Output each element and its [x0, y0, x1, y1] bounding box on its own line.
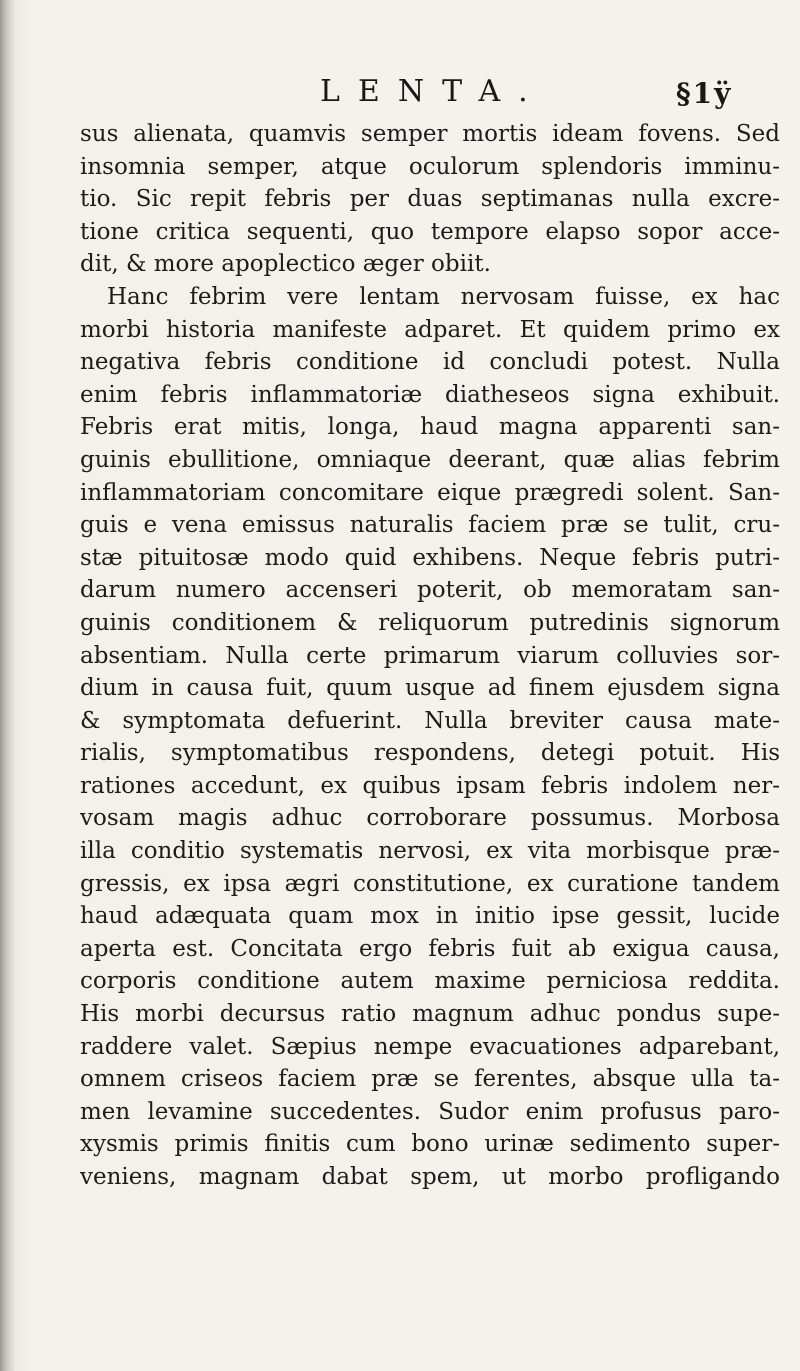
text-line: veniens, magnam dabat spem, ut morbo profligando	[80, 1164, 780, 1190]
text-line: vosam magis adhuc corroborare possumus. Morbosa	[80, 805, 780, 832]
page-header	[0, 72, 800, 112]
text-line: stæ pituitosæ modo quid exhibens. Neque febris putri-	[80, 544, 780, 571]
text-line: raddere valet. Sæpius nempe evacuationes adparebant,	[80, 1033, 780, 1060]
text-line: omnem criseos faciem præ se ferentes, absque ulla ta-	[80, 1066, 780, 1093]
text-line: absentiam. Nulla certe primarum viarum colluvies sor-	[80, 642, 780, 669]
text-line: His morbi decursus ratio magnum adhuc pondus supe-	[80, 1001, 780, 1028]
text-line: Febris erat mitis, longa, haud magna apparenti san-	[80, 414, 780, 441]
text-line: xysmis primis finitis cum bono urinæ sedimento super-	[80, 1131, 780, 1158]
text-line: illa conditio systematis nervosi, ex vita morbisque præ-	[80, 838, 780, 865]
text-line: haud adæquata quam mox in initio ipse gessit, lucide	[80, 903, 780, 930]
text-line: darum numero accenseri poterit, ob memoratam san-	[80, 577, 780, 604]
text-line: guinis ebullitione, omniaque deerant, quæ alias febrim	[80, 446, 780, 473]
text-line: rialis, symptomatibus respondens, detegi potuit. His	[80, 740, 780, 767]
text-line: enim febris inflammatoriæ diathesеos signa exhibuit.	[80, 381, 780, 408]
page-number: §1ÿ	[676, 77, 733, 110]
text-line: corporis conditione autem maxime perniciosa reddita.	[80, 968, 780, 995]
text-line: guinis conditionem & reliquorum putredinis signorum	[80, 609, 780, 636]
text-line: rationes accedunt, ex quibus ipsam febris indolem ner-	[80, 772, 780, 799]
running-title: LENTA.	[320, 74, 546, 109]
text-line: men levamine succedentes. Sudor enim profusus paro-	[80, 1098, 780, 1125]
text-line: insomnia semper, atque oculorum splendoris imminu-	[80, 153, 780, 180]
text-line: inflammatoriam concomitare eique prægredi solent. San-	[80, 479, 780, 506]
text-line: dit, & more apoplectico æger obiit.	[80, 251, 491, 278]
text-line: tio. Sic repit febris per duas septimanas nulla excre-	[80, 186, 780, 213]
text-line: Hanc febrim vere lentam nervosam fuisse, ex hac	[107, 283, 780, 310]
text-line: gressis, ex ipsa ægri constitutione, ex curatione tandem	[80, 870, 780, 897]
text-line: & symptomata defuerint. Nulla breviter causa mate-	[80, 707, 780, 734]
text-line: dium in causa fuit, quum usque ad finem ejusdem signa	[80, 675, 780, 702]
text-line: tione critica sequenti, quo tempore elapso sopor acce-	[80, 218, 780, 245]
page-gutter	[0, 0, 14, 1371]
body-text	[80, 118, 780, 1194]
text-line: morbi historia manifeste adparet. Et quidem primo ex	[80, 316, 780, 343]
text-line: guis e vena emissus naturalis faciem præ se tulit, cru-	[80, 512, 780, 539]
text-line: negativa febris conditione id concludi potest. Nulla	[80, 349, 780, 376]
text-line: sus alienata, quamvis semper mortis ideam fovens. Sed	[80, 121, 780, 147]
text-line: aperta est. Concitata ergo febris fuit ab exigua causa,	[80, 935, 780, 962]
